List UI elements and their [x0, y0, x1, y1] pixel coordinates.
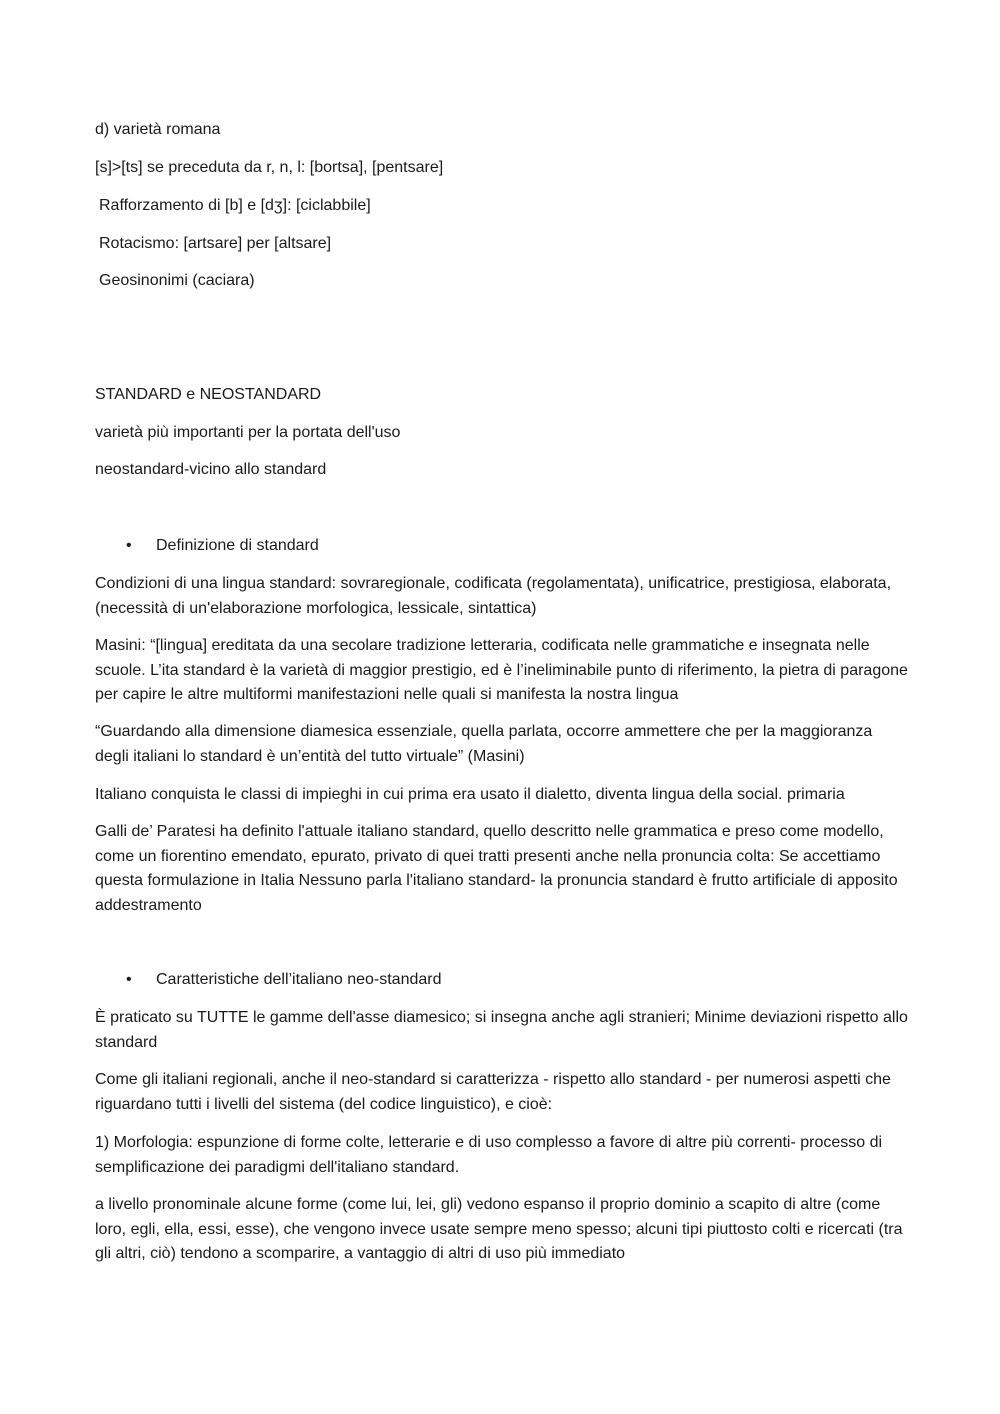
paragraph: Italiano conquista le classi di impieghi in cui prima era usato il dialetto, diventa lingua della social. primaria [95, 786, 845, 803]
bullet-icon: • [126, 971, 132, 988]
text-line: Geosinonimi (caciara) [99, 272, 255, 289]
heading-roman-variety: d) varietà romana [95, 121, 221, 138]
paragraph: a livello pronominale alcune forme (come lui, lei, gli) vedono espanso il proprio dominio a scapito di altre (come loro, egli, ella, essi, esse), che vengono invece usate sempre meno spesso; alcuni tipi piuttosto colti e ricercati (tra gli altri, ciò) tendono a scomparire, a vantaggio di altri di uso più immediato [95, 1196, 903, 1262]
paragraph: “Guardando alla dimensione diamesica essenziale, quella parlata, occorre ammettere che per la maggioranza degli italiani lo standard è un’entità del tutto virtuale” (Masini) [95, 723, 873, 765]
paragraph: Condizioni di una lingua standard: sovraregionale, codificata (regolamentata), unificatrice, prestigiosa, elaborata, (necessità di un'elaborazione morfologica, lessicale, sintattica) [95, 575, 892, 617]
paragraph: È praticato su TUTTE le gamme dell'asse diamesico; si insegna anche agli stranieri; Minime deviazioni rispetto allo standard [95, 1009, 908, 1051]
section-heading: STANDARD e NEOSTANDARD [95, 386, 322, 403]
text-line: [s]>[ts] se preceduta da r, n, l: [bortsa], [pentsare] [95, 159, 444, 176]
bullet-label: Definizione di standard [156, 537, 319, 554]
bullet-label: Caratteristiche dell’italiano neo-standard [156, 971, 442, 988]
text-line: varietà più importanti per la portata dell'uso [95, 424, 401, 441]
paragraph: Masini: “[lingua] ereditata da una secolare tradizione letteraria, codificata nelle grammatiche e insegnata nelle scuole. L’ita standard è la varietà di maggior prestigio, ed è l’ineliminabile punto di riferimento, la pietra di paragone per capire le altre multiformi manifestazioni nelle quali si manifesta la nostra lingua [95, 637, 908, 703]
paragraph: Galli de’ Paratesi ha definito l'attuale italiano standard, quello descritto nelle grammatica e preso come modello, come un fiorentino emendato, epurato, privato di quei tratti presenti anche nella pronuncia colta: Se accettiamo questa formulazione in Italia Nessuno parla l'italiano standard- la pronuncia standard è frutto artificiale di apposito addestramento [95, 823, 898, 914]
text-line: Rafforzamento di [b] e [dʒ]: [ciclabbile] [99, 197, 371, 214]
text-line: neostandard-vicino allo standard [95, 461, 327, 478]
text-line: Rotacismo: [artsare] per [altsare] [99, 235, 332, 252]
paragraph: 1) Morfologia: espunzione di forme colte, letterarie e di uso complesso a favore di altre più correnti- processo di semplificazione dei paradigmi dell'italiano standard. [95, 1134, 883, 1176]
bullet-icon: • [126, 537, 132, 554]
paragraph: Come gli italiani regionali, anche il neo-standard si caratterizza - rispetto allo standard - per numerosi aspetti che riguardano tutti i livelli del sistema (del codice linguistico), e cioè: [95, 1071, 891, 1113]
